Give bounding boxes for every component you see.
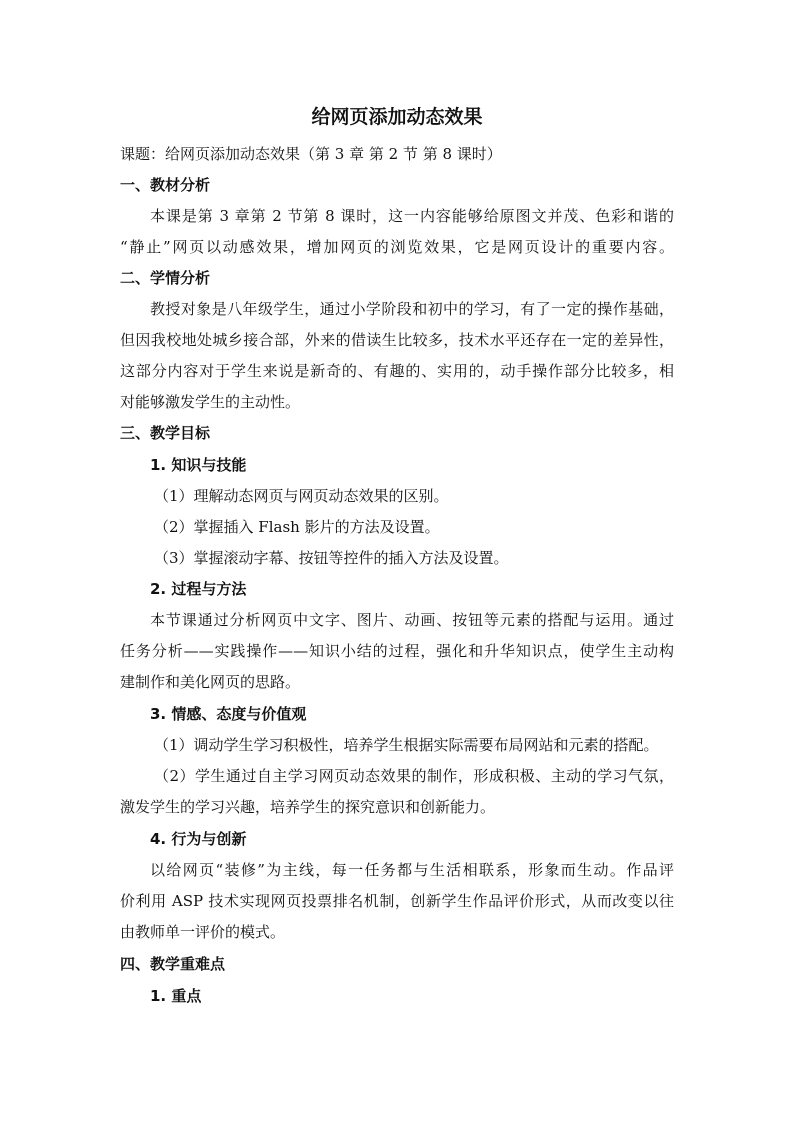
subsection-heading: 3. 情感、态度与价值观 <box>150 705 307 723</box>
paragraph-line: 价利用 ASP 技术实现网页投票排名机制，创新学生作品评价形式，从而改变以往 <box>120 892 674 910</box>
list-item: （1）理解动态网页与网页动态效果的区别。 <box>154 487 449 505</box>
paragraph-line: 这部分内容对于学生来说是新奇的、有趣的、实用的，动手操作部分比较多，相 <box>120 362 674 380</box>
document-title: 给网页添加动态效果 <box>311 106 483 128</box>
paragraph-line: 以给网页“装修”为主线，每一任务都与生活相联系，形象而生动。作品评 <box>150 861 674 879</box>
subsection-heading: 4. 行为与创新 <box>150 830 247 848</box>
list-item: （2）学生通过自主学习网页动态效果的制作，形成积极、主动的学习气氛， <box>154 767 674 785</box>
paragraph-line: 建制作和美化网页的思路。 <box>120 673 301 691</box>
paragraph-line: “静止”网页以动感效果，增加网页的浏览效果，它是网页设计的重要内容。 <box>120 238 674 256</box>
subsection-heading: 1. 重点 <box>150 987 202 1005</box>
list-item: （1）调动学生学习积极性，培养学生根据实际需要布局网站和元素的搭配。 <box>154 736 659 754</box>
subject-line: 课题：给网页添加动态效果（第 3 章 第 2 节 第 8 课时） <box>120 145 502 163</box>
list-item: （2）掌握插入 Flash 影片的方法及设置。 <box>154 518 440 536</box>
paragraph-line: 教授对象是八年级学生，通过小学阶段和初中的学习，有了一定的操作基础， <box>150 300 674 318</box>
paragraph-line: 但因我校地处城乡接合部，外来的借读生比较多，技术水平还存在一定的差异性， <box>120 331 674 349</box>
paragraph-line: 激发学生的学习兴趣，培养学生的探究意识和创新能力。 <box>120 798 496 816</box>
section-heading-1: 一、教材分析 <box>120 176 211 194</box>
section-heading-2: 二、学情分析 <box>120 269 211 287</box>
paragraph-line: 本课是第 3 章第 2 节第 8 课时，这一内容能够给原图文并茂、色彩和谐的 <box>150 207 674 225</box>
paragraph-line: 由教师单一评价的模式。 <box>120 923 286 941</box>
paragraph-line: 任务分析——实践操作——知识小结的过程，强化和升华知识点，使学生主动构 <box>120 642 674 660</box>
paragraph-line: 本节课通过分析网页中文字、图片、动画、按钮等元素的搭配与运用。通过 <box>150 611 674 629</box>
section-heading-4: 四、教学重难点 <box>120 955 226 973</box>
list-item: （3）掌握滚动字幕、按钮等控件的插入方法及设置。 <box>154 549 509 567</box>
subsection-heading: 2. 过程与方法 <box>150 580 247 598</box>
section-heading-3: 三、教学目标 <box>120 424 211 442</box>
subsection-heading: 1. 知识与技能 <box>150 456 247 474</box>
paragraph-line: 对能够激发学生的主动性。 <box>120 393 301 411</box>
